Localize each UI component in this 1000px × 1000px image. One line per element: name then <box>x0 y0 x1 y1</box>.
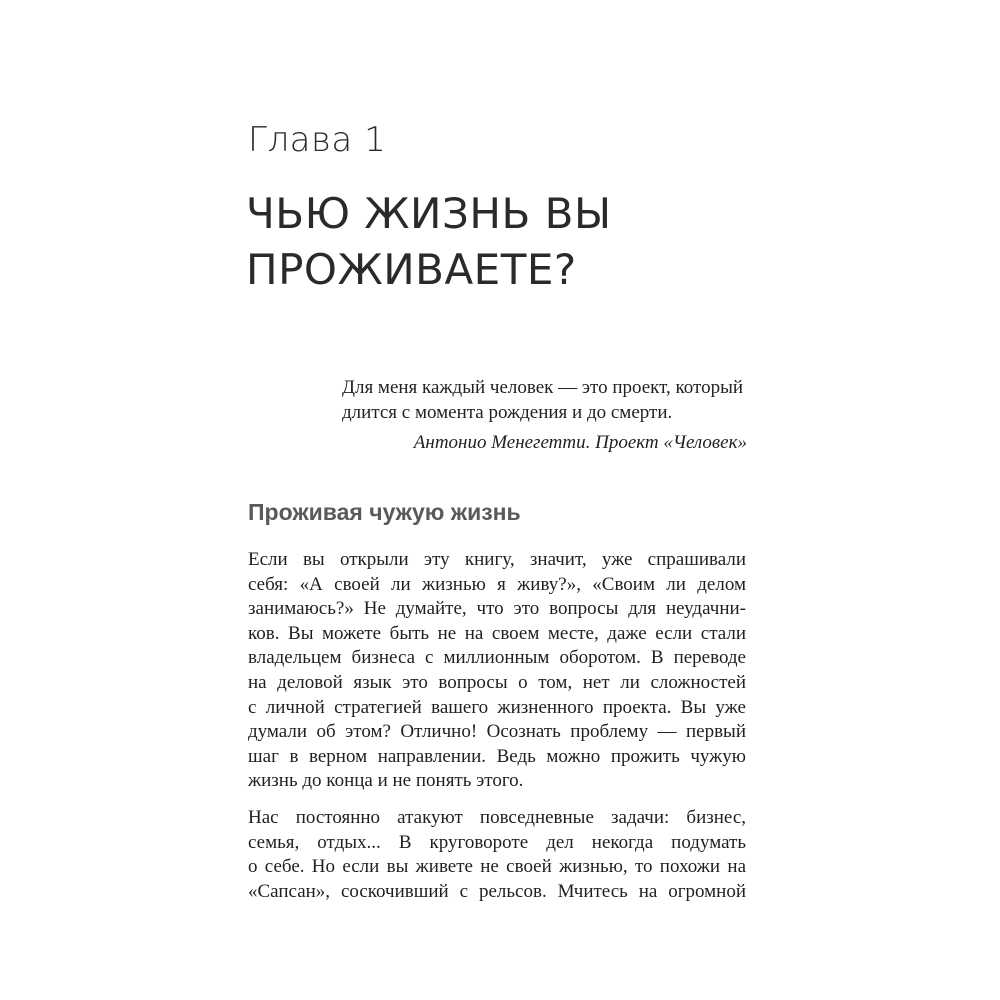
text-line: «Сапсан», соскочивший с рельсов. Мчитесь на огромной <box>248 880 746 902</box>
text-line: семья, отдых... В круговороте дел некогда подумать <box>248 831 746 853</box>
text-line: занимаюсь?» Не думайте, что это вопросы для неудачни- <box>248 598 746 620</box>
chapter-label: Глава 1 <box>248 120 387 160</box>
chapter-title <box>246 186 766 298</box>
section-heading: Проживая чужую жизнь <box>248 499 521 525</box>
paragraph <box>248 548 746 794</box>
text-line: с личной стратегией вашего жизненного проекта. Вы уже <box>248 696 746 718</box>
chapter-title-line: ПРОЖИВАЕТЕ? <box>246 245 577 294</box>
text-line: ков. Вы можете быть не на своем месте, даже если стали <box>248 622 746 644</box>
text-line: владельцем бизнеса с миллионным оборотом. В переводе <box>248 647 746 669</box>
text-line: Если вы открыли эту книгу, значит, уже спрашивали <box>248 549 746 570</box>
epigraph <box>342 375 747 455</box>
chapter-title-line: ЧЬЮ ЖИЗНЬ ВЫ <box>246 189 612 238</box>
epigraph-line: длится с момента рождения и до смерти. <box>342 402 673 423</box>
text-line: себя: «А своей ли жизнью я живу?», «Своим ли делом <box>248 573 746 595</box>
paragraph <box>248 806 746 904</box>
text-line: Нас постоянно атакуют повседневные задачи: бизнес, <box>248 806 746 828</box>
epigraph-quote <box>342 375 747 425</box>
text-line: жизнь до конца и не понять этого. <box>248 770 524 792</box>
text-line: шаг в верном направлении. Ведь можно прожить чужую <box>248 745 746 767</box>
text-line: думали об этом? Отлично! Осознать проблему — первый <box>248 721 746 743</box>
text-line: о себе. Но если вы живете не своей жизнью, то похожи на <box>248 856 746 878</box>
epigraph-source: Антонио Менегетти. Проект «Человек» <box>413 432 747 453</box>
epigraph-line: Для меня каждый человек — это проект, который <box>342 377 744 398</box>
body-text <box>248 548 746 904</box>
text-line: на деловой язык это вопросы о том, нет ли сложностей <box>248 671 746 693</box>
